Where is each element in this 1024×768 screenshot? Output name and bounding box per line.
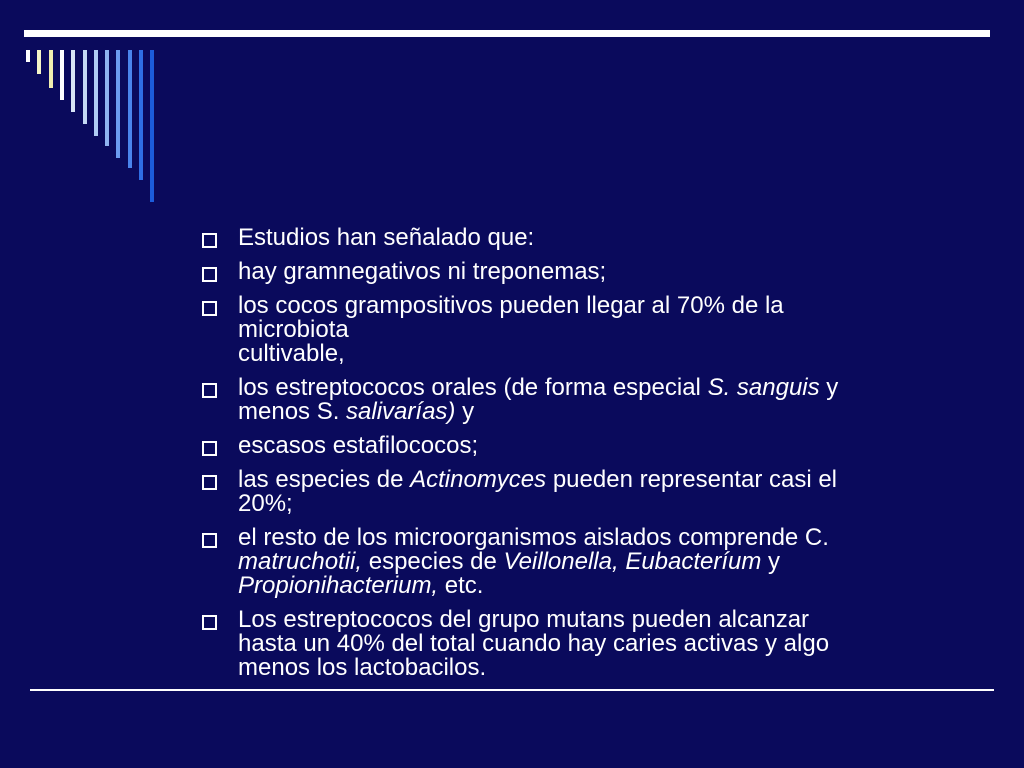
text-run: los cocos grampositivos pueden llegar al 70% de la <box>238 292 784 319</box>
stripe <box>128 50 132 168</box>
text-run: el resto de los microorganismos aislados comprende C. <box>238 524 829 551</box>
square-bullet-icon <box>202 301 217 316</box>
square-bullet-icon <box>202 441 217 456</box>
bullet-item <box>200 294 960 366</box>
stripe <box>71 50 75 112</box>
bullet-item <box>200 526 960 598</box>
text-run: menos S. <box>238 398 347 425</box>
text-run: hasta un 40% del total cuando hay caries activas y algo <box>238 630 830 657</box>
text-run: cultivable, <box>238 340 345 367</box>
bullet-list <box>200 226 960 680</box>
stripe <box>26 50 30 62</box>
decorative-stripes <box>0 0 200 220</box>
text-run: menos los lactobacilos. <box>238 654 487 681</box>
text-run: 20%; <box>238 490 293 517</box>
bullet-line <box>238 526 960 550</box>
bullet-line <box>238 400 960 424</box>
bullet-item <box>200 376 960 424</box>
slide-content <box>200 226 960 690</box>
bullet-line <box>238 342 960 366</box>
text-run: microbiota <box>238 316 349 343</box>
bullet-item <box>200 434 960 458</box>
square-bullet-icon <box>202 615 217 630</box>
square-bullet-icon <box>202 533 217 548</box>
bullet-line <box>238 294 960 318</box>
stripe <box>37 50 41 74</box>
bullet-line <box>238 260 960 284</box>
bullet-line <box>238 468 960 492</box>
italic-text: Actinomyces <box>410 466 547 493</box>
bullet-line <box>238 550 960 574</box>
bottom-rule <box>30 689 994 691</box>
bullet-line <box>238 492 960 516</box>
bullet-line <box>238 226 960 250</box>
stripe <box>105 50 109 146</box>
bullet-item <box>200 226 960 250</box>
bullet-line <box>238 434 960 458</box>
stripe <box>83 50 87 124</box>
italic-text: salivarías) <box>346 398 456 425</box>
italic-text: Veillonella, Eubacteríum <box>503 548 762 575</box>
text-run: las especies de <box>238 466 411 493</box>
text-run: y <box>455 398 475 425</box>
square-bullet-icon <box>202 383 217 398</box>
text-run: escasos estafilococos; <box>238 432 479 459</box>
stripe <box>139 50 143 180</box>
stripe <box>60 50 64 100</box>
text-run: especies de <box>362 548 504 575</box>
bullet-item <box>200 260 960 284</box>
text-run: y <box>819 374 839 401</box>
square-bullet-icon <box>202 475 217 490</box>
bullet-item <box>200 468 960 516</box>
bullet-line <box>238 656 960 680</box>
text-run: Los estreptococos del grupo mutans pueden alcanzar <box>238 606 810 633</box>
text-run: y <box>761 548 781 575</box>
text-run: etc. <box>438 572 484 599</box>
bullet-line <box>238 574 960 598</box>
stripe <box>49 50 53 88</box>
text-run: los estreptococos orales (de forma especial <box>238 374 708 401</box>
bullet-item <box>200 608 960 680</box>
stripe <box>116 50 120 158</box>
bullet-line <box>238 608 960 632</box>
text-run: pueden representar casi el <box>546 466 838 493</box>
square-bullet-icon <box>202 267 217 282</box>
text-run: hay gramnegativos ni treponemas; <box>238 258 607 285</box>
italic-text: S. sanguis <box>707 374 820 401</box>
italic-text: matruchotii, <box>238 548 363 575</box>
bullet-line <box>238 376 960 400</box>
text-run: Estudios han señalado que: <box>238 224 535 251</box>
bullet-line <box>238 318 960 342</box>
stripe <box>94 50 98 136</box>
italic-text: Propionihacterium, <box>238 572 439 599</box>
square-bullet-icon <box>202 233 217 248</box>
stripe <box>150 50 154 202</box>
bullet-line <box>238 632 960 656</box>
